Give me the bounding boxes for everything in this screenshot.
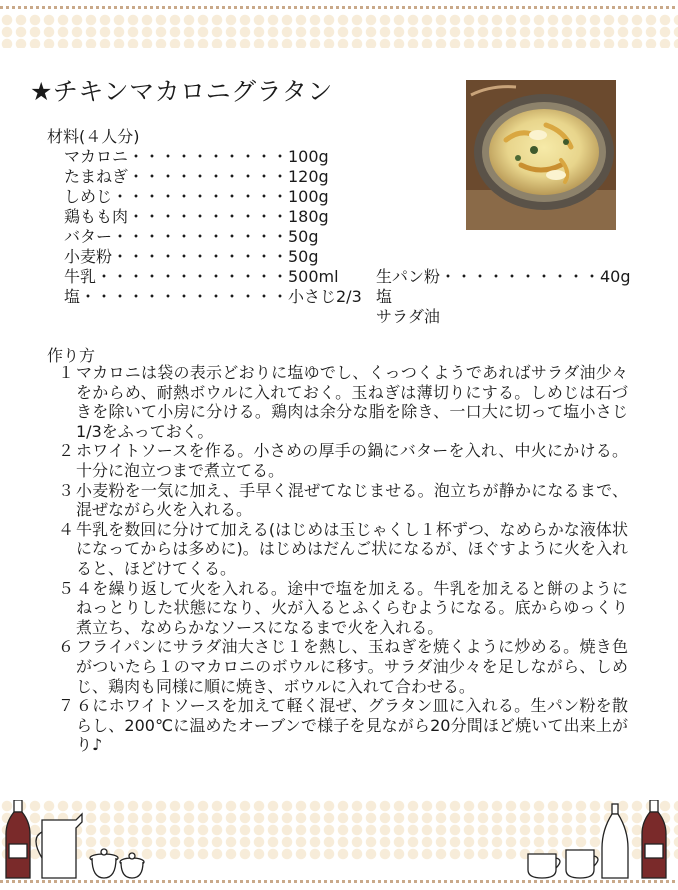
sugar-pot-icon [90, 849, 144, 878]
step-number: ３ [58, 480, 75, 500]
ingredient-item: 鶏もも肉・・・・・・・・・・180g [64, 207, 329, 226]
step-number: ５ [58, 578, 75, 598]
step-text: ４を繰り返して火を入れる。途中で塩を加える。牛乳を加えると餅のようにねっとりした状態になり、火が入るとふくらむようになる。底からゆっくり煮立ち、なめらかなソースになるまで火を入れる。 [76, 578, 628, 637]
ingredient-item: マカロニ・・・・・・・・・・100g [64, 147, 329, 166]
step-5 [58, 579, 628, 638]
wine-bottle-icon [642, 800, 666, 878]
method-label: 作り方 [47, 346, 96, 365]
ingredient-item: バター・・・・・・・・・・・50g [64, 227, 319, 246]
step-text: ホワイトソースを作る。小さめの厚手の鍋にバターを入れ、中火にかける。十分に泡立つまで煮立てる。 [76, 441, 628, 480]
ingredients-label: 材料(４人分) [47, 127, 140, 146]
kitchen-illustration [0, 800, 678, 886]
step-text: ６にホワイトソースを加えて軽く混ぜ、グラタン皿に入れる。生パン粉を散らし、200℃に温めたオーブンで様子を見ながら20分間ほど焼いて出来上がり♪ [76, 696, 628, 755]
bottom-decorative-border [0, 800, 678, 890]
step-6 [58, 637, 628, 696]
step-4 [58, 520, 628, 579]
ingredient-item: 牛乳・・・・・・・・・・・・500ml [64, 267, 339, 286]
method-steps [58, 363, 628, 755]
ingredient-item: 生パン粉・・・・・・・・・・40g [376, 267, 631, 286]
step-number: １ [58, 363, 75, 382]
top-stripe [0, 6, 678, 9]
ingredient-item: しめじ・・・・・・・・・・・100g [64, 187, 329, 206]
recipe-title: ★チキンマカロニグラタン [30, 77, 333, 106]
step-number: ６ [58, 637, 75, 657]
top-dot-pattern [0, 14, 678, 48]
wine-bottle-icon [6, 800, 30, 878]
step-3 [58, 481, 628, 520]
ingredient-item: たまねぎ・・・・・・・・・・120g [64, 167, 329, 186]
top-decorative-border [0, 0, 678, 48]
step-2 [58, 441, 628, 480]
step-1 [58, 363, 628, 441]
ingredient-item: 塩・・・・・・・・・・・・・小さじ2/3 [64, 287, 362, 306]
oil-cruet-icon [602, 804, 628, 878]
ingredient-item: サラダ油 [376, 307, 440, 326]
pitcher-icon [36, 814, 82, 878]
step-text: フライパンにサラダ油大さじ１を熱し、玉ねぎを焼くように炒める。焼き色がついたら１のマカロニのボウルに移す。サラダ油少々を足しながら、しめじ、鶏肉も同様に順に焼き、ボウルに入れて合わせる。 [76, 637, 628, 696]
step-number: ４ [58, 519, 75, 539]
step-text: 小麦粉を一気に加え、手早く混ぜてなじませる。泡立ちが静かになるまで、混ぜながら火を入れる。 [76, 480, 628, 520]
step-text: マカロニは袋の表示どおりに塩ゆでし、くっつくようであればサラダ油少々をからめ、耐熱ボウルに入れておく。玉ねぎは薄切りにする。しめじは石づきを除いて小房に分ける。鶏肉は余分な脂を除き、一口大に切って塩小さじ1/3をふっておく。 [76, 363, 628, 441]
step-number: ７ [58, 696, 75, 716]
step-7 [58, 696, 628, 755]
step-text: 牛乳を数回に分けて加える(はじめは玉じゃくし１杯ずつ、なめらかな液体状になってからは多めに)。はじめはだんご状になるが、ほぐすように火を入れると、ほどけてくる。 [76, 519, 628, 578]
step-number: ２ [58, 441, 75, 461]
ingredient-item: 小麦粉・・・・・・・・・・・50g [64, 247, 319, 266]
cup-icon [528, 850, 598, 878]
ingredient-item: 塩 [376, 287, 393, 306]
gratin-photo [466, 80, 616, 230]
